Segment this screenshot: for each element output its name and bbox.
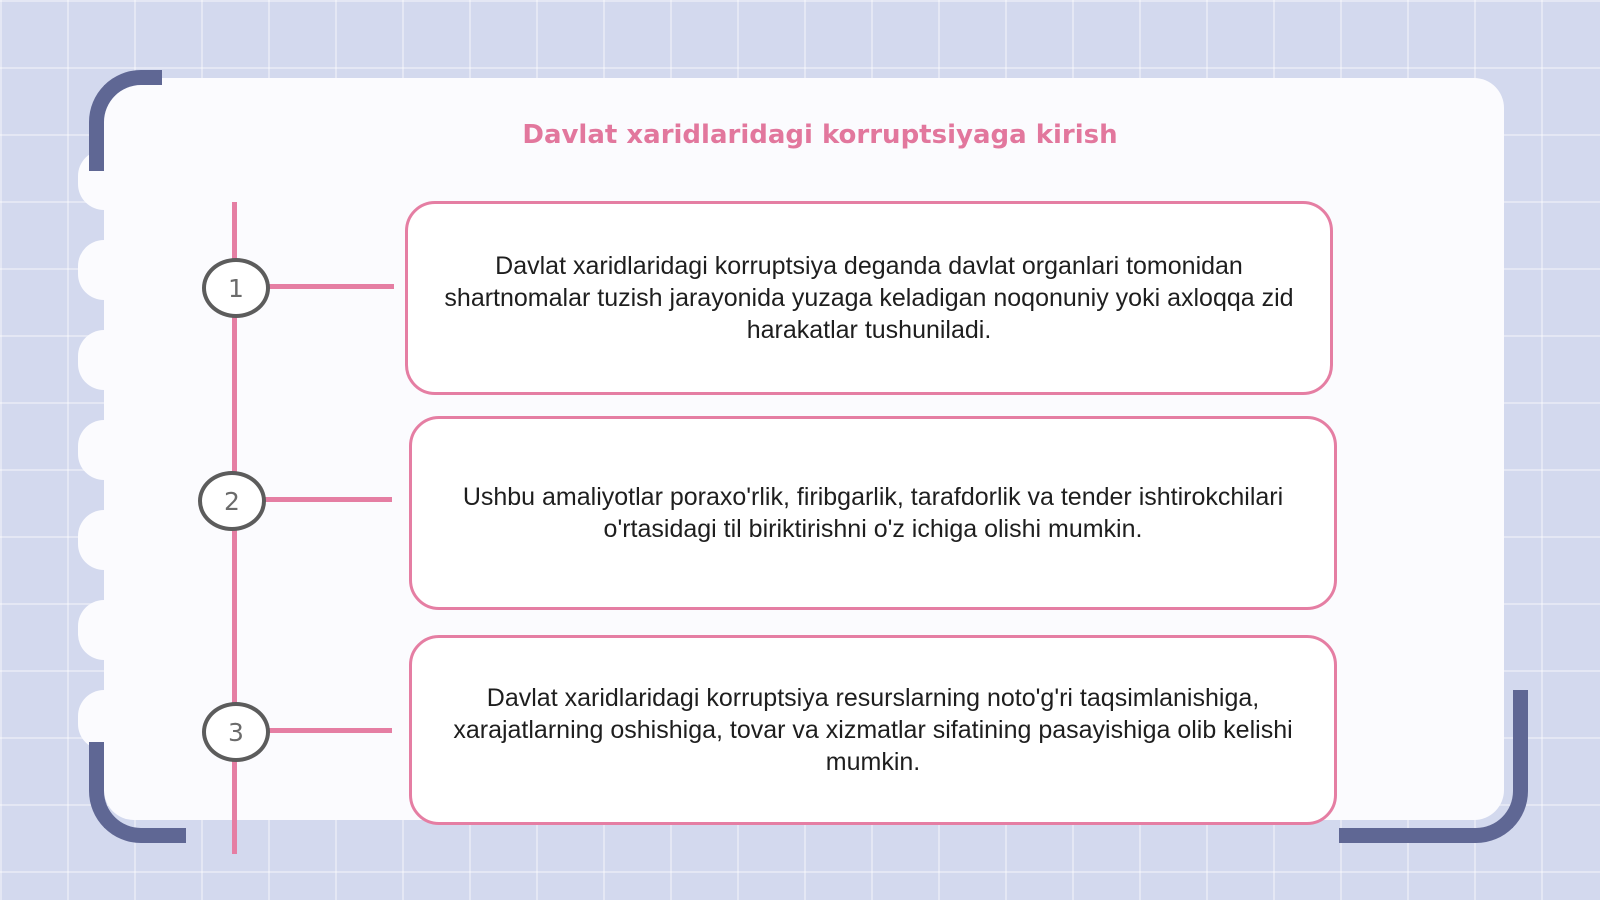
step-text-3: Davlat xaridlaridagi korruptsiya resurslarning noto'g'ri taqsimlanishiga, xarajatlarning oshishiga, tovar va xizmatlar sifatining pasayishiga olib kelishi mumkin.: [453, 684, 1293, 776]
card-edge-bump: [78, 510, 130, 570]
step-box-1: [405, 201, 1333, 395]
card-edge-bump: [78, 420, 130, 480]
card-edge-bump: [78, 330, 130, 390]
step-text-2: Ushbu amaliyotlar poraxo'rlik, firibgarlik, tarafdorlik va tender ishtirokchilari o'rtasidagi til biriktirishni o'z ichiga olishi mumkin.: [462, 483, 1284, 543]
slide-title: Davlat xaridlaridagi korruptsiyaga kirish: [522, 120, 1118, 150]
step-marker-1: 1: [202, 258, 270, 318]
corner-bracket-bottom-left: [89, 742, 186, 843]
step-text-1: Davlat xaridlaridagi korruptsiya deganda davlat organlari tomonidan shartnomalar tuzish jarayonida yuzaga keladigan noqonuniy yoki axloqqa zid harakatlar tushuniladi.: [444, 252, 1294, 344]
corner-bracket-bottom-right: [1339, 690, 1528, 843]
card-edge-bump: [78, 600, 130, 660]
card-edge-bump: [78, 690, 130, 750]
step-box-2: [409, 416, 1337, 610]
timeline-connector: [266, 284, 394, 289]
timeline-connector: [266, 728, 392, 733]
step-marker-2: 2: [198, 471, 266, 531]
timeline-connector: [262, 497, 392, 502]
card-edge-bump: [78, 240, 130, 300]
step-marker-3: 3: [202, 702, 270, 762]
step-box-3: [409, 635, 1337, 825]
